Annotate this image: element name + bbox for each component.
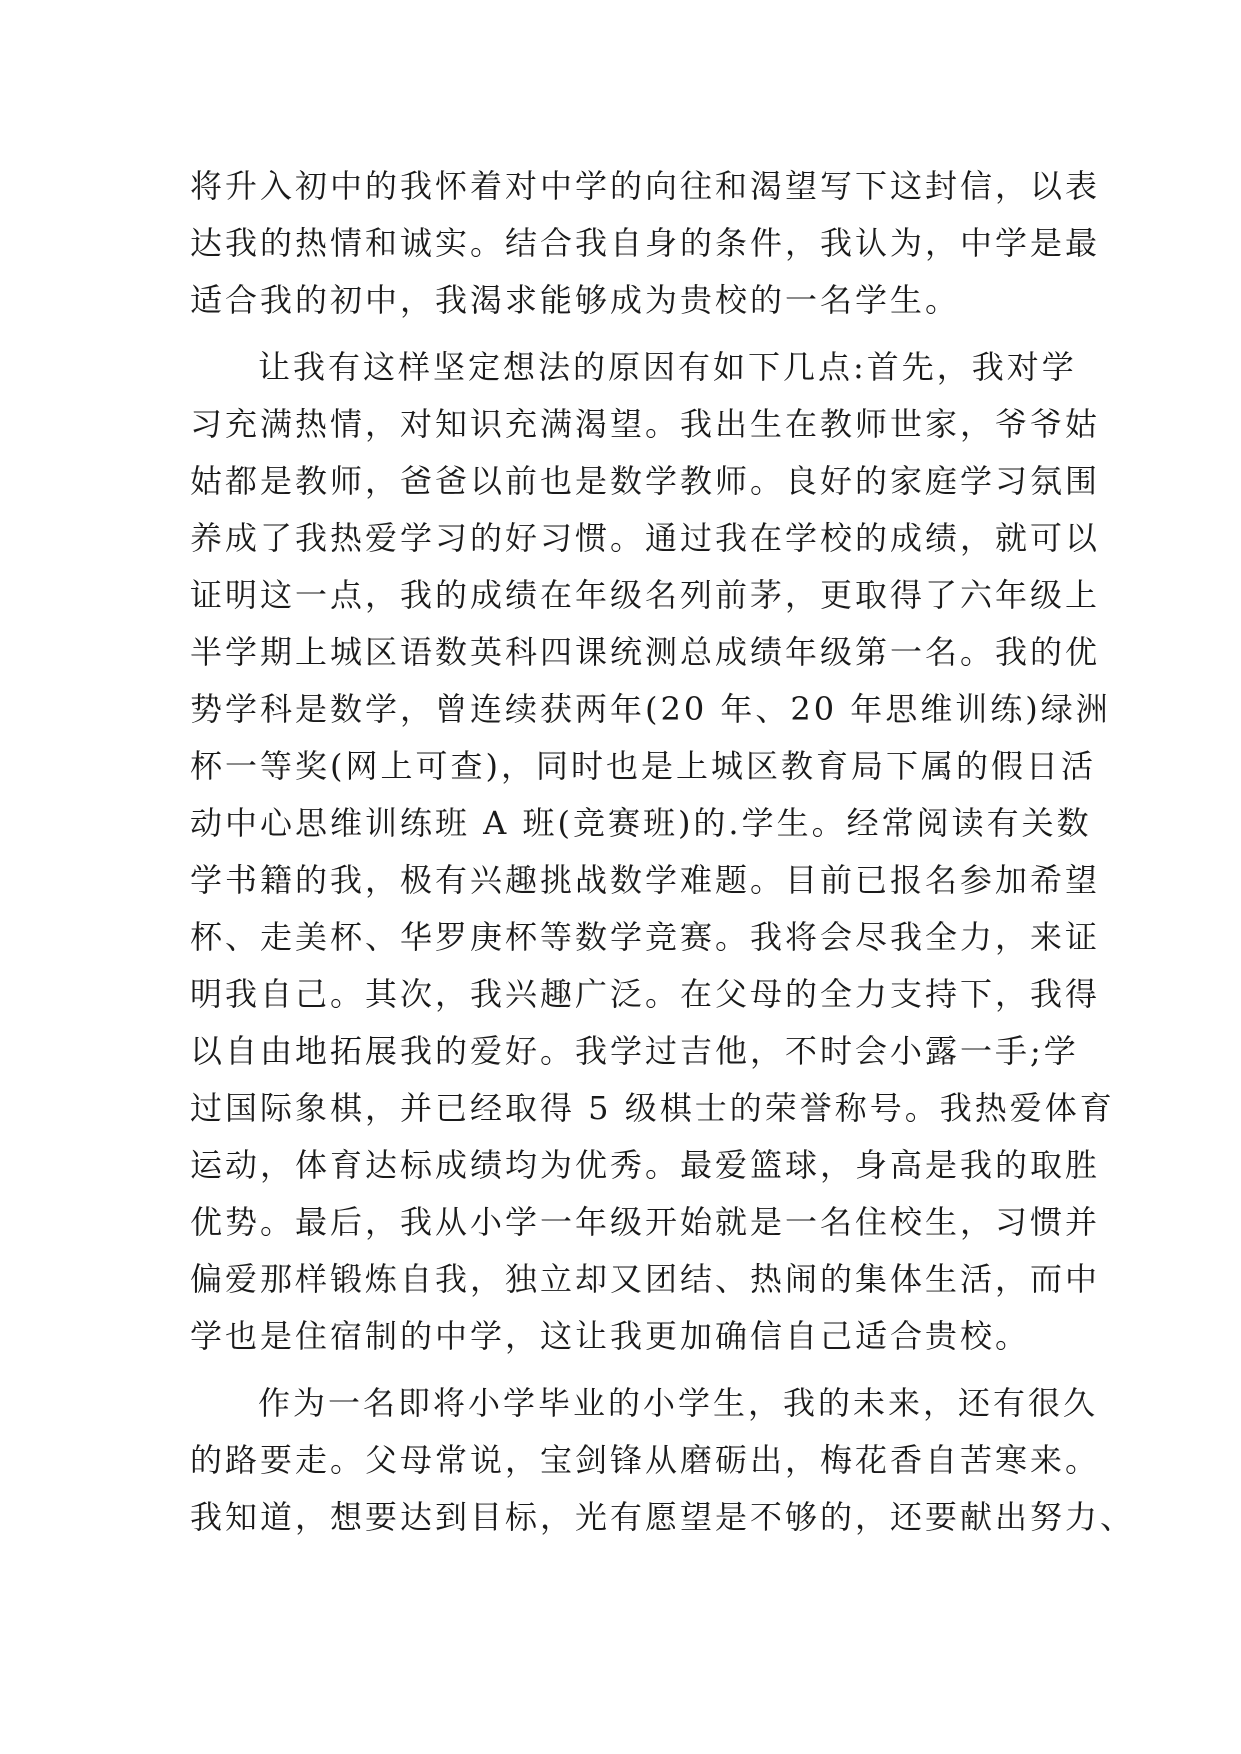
text-line: 让我有这样坚定想法的原因有如下几点:首先，我对学 [258,348,1077,386]
text-line: 明我自己。其次，我兴趣广泛。在父母的全力支持下，我得 [190,975,1101,1013]
text-line: 养成了我热爱学习的好习惯。通过我在学校的成绩，就可以 [190,519,1101,557]
text-line: 以自由地拓展我的爱好。我学过吉他，不时会小露一手;学 [190,1032,1079,1070]
letter-body [190,158,1136,1546]
text-line: 姑都是教师，爸爸以前也是数学教师。良好的家庭学习氛围 [190,462,1101,500]
paragraph-gap [190,1365,1070,1375]
text-line: 优势。最后，我从小学一年级开始就是一名住校生，习惯并 [190,1203,1101,1241]
paragraph-2 [190,339,1115,1365]
paragraph-3 [190,1375,1136,1546]
text-line: 动中心思维训练班 A 班(竞赛班)的.学生。经常阅读有关数 [190,804,1092,842]
text-line: 习充满热情，对知识充满渴望。我出生在教师世家，爷爷姑 [190,405,1101,443]
text-line: 学书籍的我，极有兴趣挑战数学难题。目前已报名参加希望 [190,861,1101,899]
text-line: 偏爱那样锻炼自我，独立却又团结、热闹的集体生活，而中 [190,1260,1101,1298]
text-line: 半学期上城区语数英科四课统测总成绩年级第一名。我的优 [190,633,1101,671]
paragraph-gap [190,329,1070,339]
text-line: 过国际象棋，并已经取得 5 级棋士的荣誉称号。我热爱体育 [190,1089,1115,1127]
paragraph-1 [190,158,1101,329]
text-line: 我知道，想要达到目标，光有愿望是不够的，还要献出努力、 [190,1498,1136,1536]
text-line: 证明这一点，我的成绩在年级名列前茅，更取得了六年级上 [190,576,1101,614]
text-line: 作为一名即将小学毕业的小学生，我的未来，还有很久 [258,1384,1099,1422]
text-line: 适合我的初中，我渴求能够成为贵校的一名学生。 [190,281,961,319]
text-line: 杯一等奖(网上可查)，同时也是上城区教育局下属的假日活 [190,747,1096,785]
text-line: 学也是住宿制的中学，这让我更加确信自己适合贵校。 [190,1317,1031,1355]
text-line: 杯、走美杯、华罗庚杯等数学竞赛。我将会尽我全力，来证 [190,918,1101,956]
text-line: 的路要走。父母常说，宝剑锋从磨砺出，梅花香自苦寒来。 [190,1441,1101,1479]
text-line: 势学科是数学，曾连续获两年(20 年、20 年思维训练)绿洲 [190,690,1111,728]
text-line: 运动，体育达标成绩均为优秀。最爱篮球，身高是我的取胜 [190,1146,1101,1184]
text-line: 达我的热情和诚实。结合我自身的条件，我认为，中学是最 [190,224,1101,262]
text-line: 将升入初中的我怀着对中学的向往和渴望写下这封信，以表 [190,167,1101,205]
